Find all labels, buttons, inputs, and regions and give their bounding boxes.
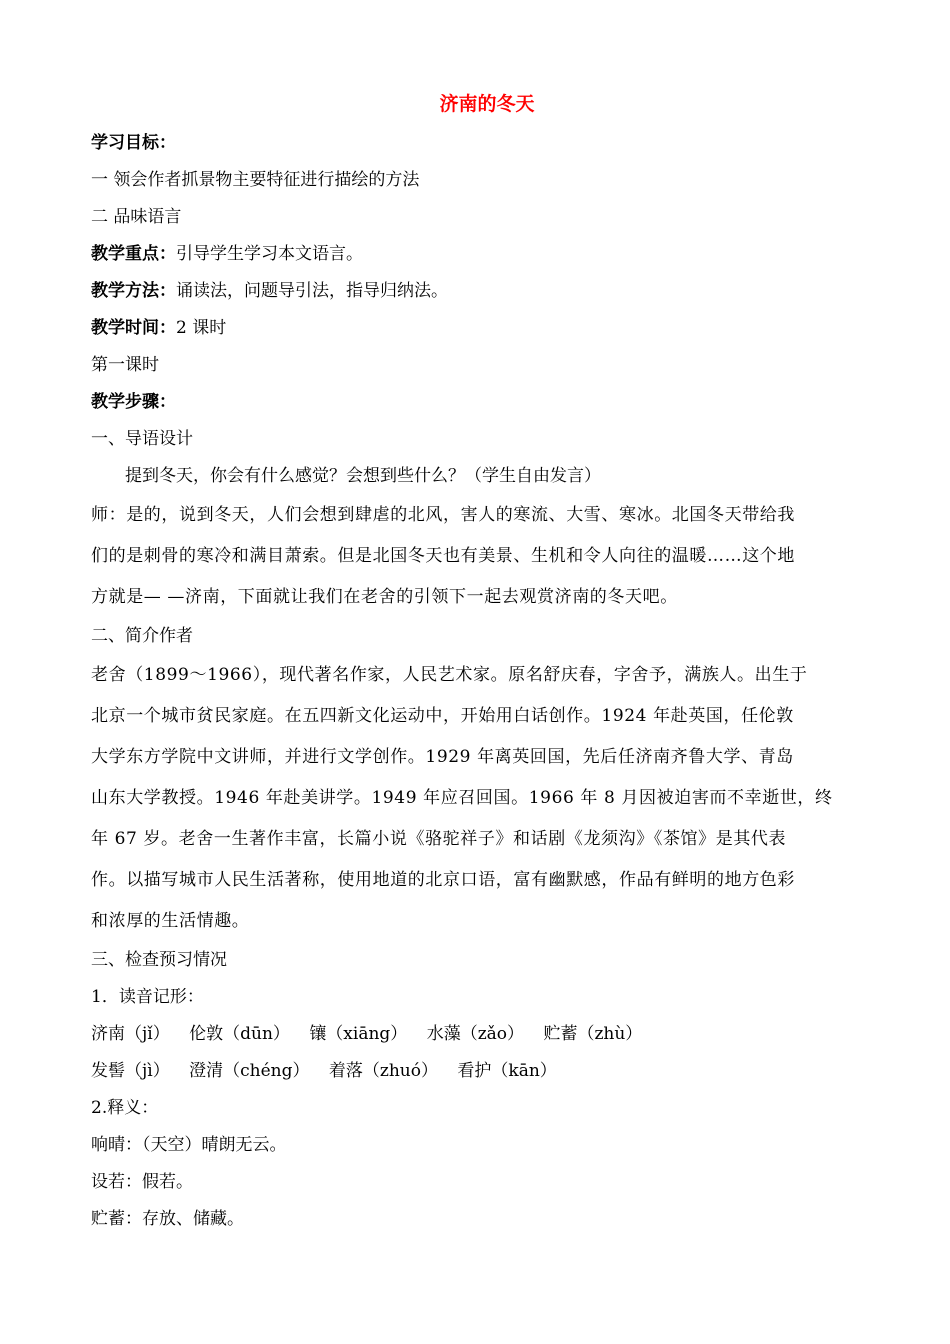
pinyin-item: 伦敦（dūn）: [189, 1024, 290, 1044]
pinyin-row-2: [91, 1053, 863, 1090]
teacher-paragraph: [91, 495, 863, 618]
pinyin-item: 贮蓄（zhù）: [543, 1024, 643, 1044]
method-label: 教学方法：: [91, 281, 176, 301]
section1-heading: 一、导语设计: [91, 429, 193, 449]
section2-heading: 二、简介作者: [91, 626, 193, 646]
pinyin-row-1: [91, 1016, 863, 1053]
document-title: 济南的冬天: [439, 93, 535, 115]
key-point-text: 引导学生学习本文语言。: [176, 244, 363, 264]
pinyin-item: 镶（xiāng）: [309, 1024, 408, 1044]
document-page: [91, 90, 863, 1238]
author-line-1: 老舍（1899～1966），现代著名作家，人民艺术家。原名舒庆春，字舍予，满族人。出生于: [91, 665, 808, 685]
pronunciation-subheading: 1．读音记形：: [91, 987, 204, 1007]
author-line-4: 山东大学教授。1946 年赴美讲学。1949 年应召回国。1966 年 8 月因被迫害而不幸逝世，终: [91, 788, 833, 808]
time-label: 教学时间：: [91, 318, 176, 338]
pinyin-item: 澄清（chéng）: [189, 1061, 310, 1081]
author-line-5: 年 67 岁。老舍一生著作丰富，长篇小说《骆驼祥子》和话剧《龙须沟》《茶馆》是其代表: [91, 829, 787, 849]
pinyin-item: 发髻（jì）: [91, 1061, 170, 1081]
time-text: 2 课时: [176, 318, 227, 338]
method-text: 诵读法，问题导引法，指导归纳法。: [176, 281, 448, 301]
key-point: [91, 236, 863, 273]
teacher-line-2: 们的是刺骨的寒冷和满目萧索。但是北国冬天也有美景、生机和令人向往的温暖……这个地: [91, 546, 795, 566]
definitions-subheading: 2.释义：: [91, 1098, 159, 1118]
author-line-6: 作。以描写城市人民生活著称，使用地道的北京口语，富有幽默感，作品有鲜明的地方色彩: [91, 870, 795, 890]
pinyin-item: 水藻（zǎo）: [426, 1024, 525, 1044]
teaching-time: [91, 310, 863, 347]
pinyin-item: 看护（kān）: [457, 1061, 557, 1081]
pinyin-item: 着落（zhuó）: [328, 1061, 438, 1081]
objective-item-2: 二 品味语言: [91, 207, 182, 227]
author-line-2: 北京一个城市贫民家庭。在五四新文化运动中，开始用白话创作。1924 年赴英国，任伦敦: [91, 706, 794, 726]
author-line-7: 和浓厚的生活情趣。: [91, 911, 250, 931]
steps-heading: 教学步骤：: [91, 392, 176, 412]
definition-item: 设若：假若。: [91, 1172, 193, 1192]
pinyin-item: 济南（jǐ）: [91, 1024, 170, 1044]
objectives-heading: 学习目标：: [91, 133, 176, 153]
author-paragraph: [91, 655, 863, 942]
author-line-3: 大学东方学院中文讲师，并进行文学创作。1929 年离英回国，先后任济南齐鲁大学、青岛: [91, 747, 794, 767]
definition-item: 响晴：（天空）晴朗无云。: [91, 1135, 287, 1155]
definition-item: 贮蓄：存放、储藏。: [91, 1209, 244, 1229]
teaching-method: [91, 273, 863, 310]
key-point-label: 教学重点：: [91, 244, 176, 264]
teacher-line-3: 方就是— —济南，下面就让我们在老舍的引领下一起去观赏济南的冬天吧。: [91, 587, 678, 607]
objective-item-1: 一 领会作者抓景物主要特征进行描绘的方法: [91, 170, 420, 190]
teacher-line-1: 师：是的，说到冬天，人们会想到肆虐的北风，害人的寒流、大雪、寒冰。北国冬天带给我: [91, 505, 795, 525]
section3-heading: 三、检查预习情况: [91, 950, 227, 970]
section1-prompt: 提到冬天，你会有什么感觉？会想到些什么？（学生自由发言）: [125, 466, 601, 486]
lesson-label: 第一课时: [91, 355, 159, 375]
